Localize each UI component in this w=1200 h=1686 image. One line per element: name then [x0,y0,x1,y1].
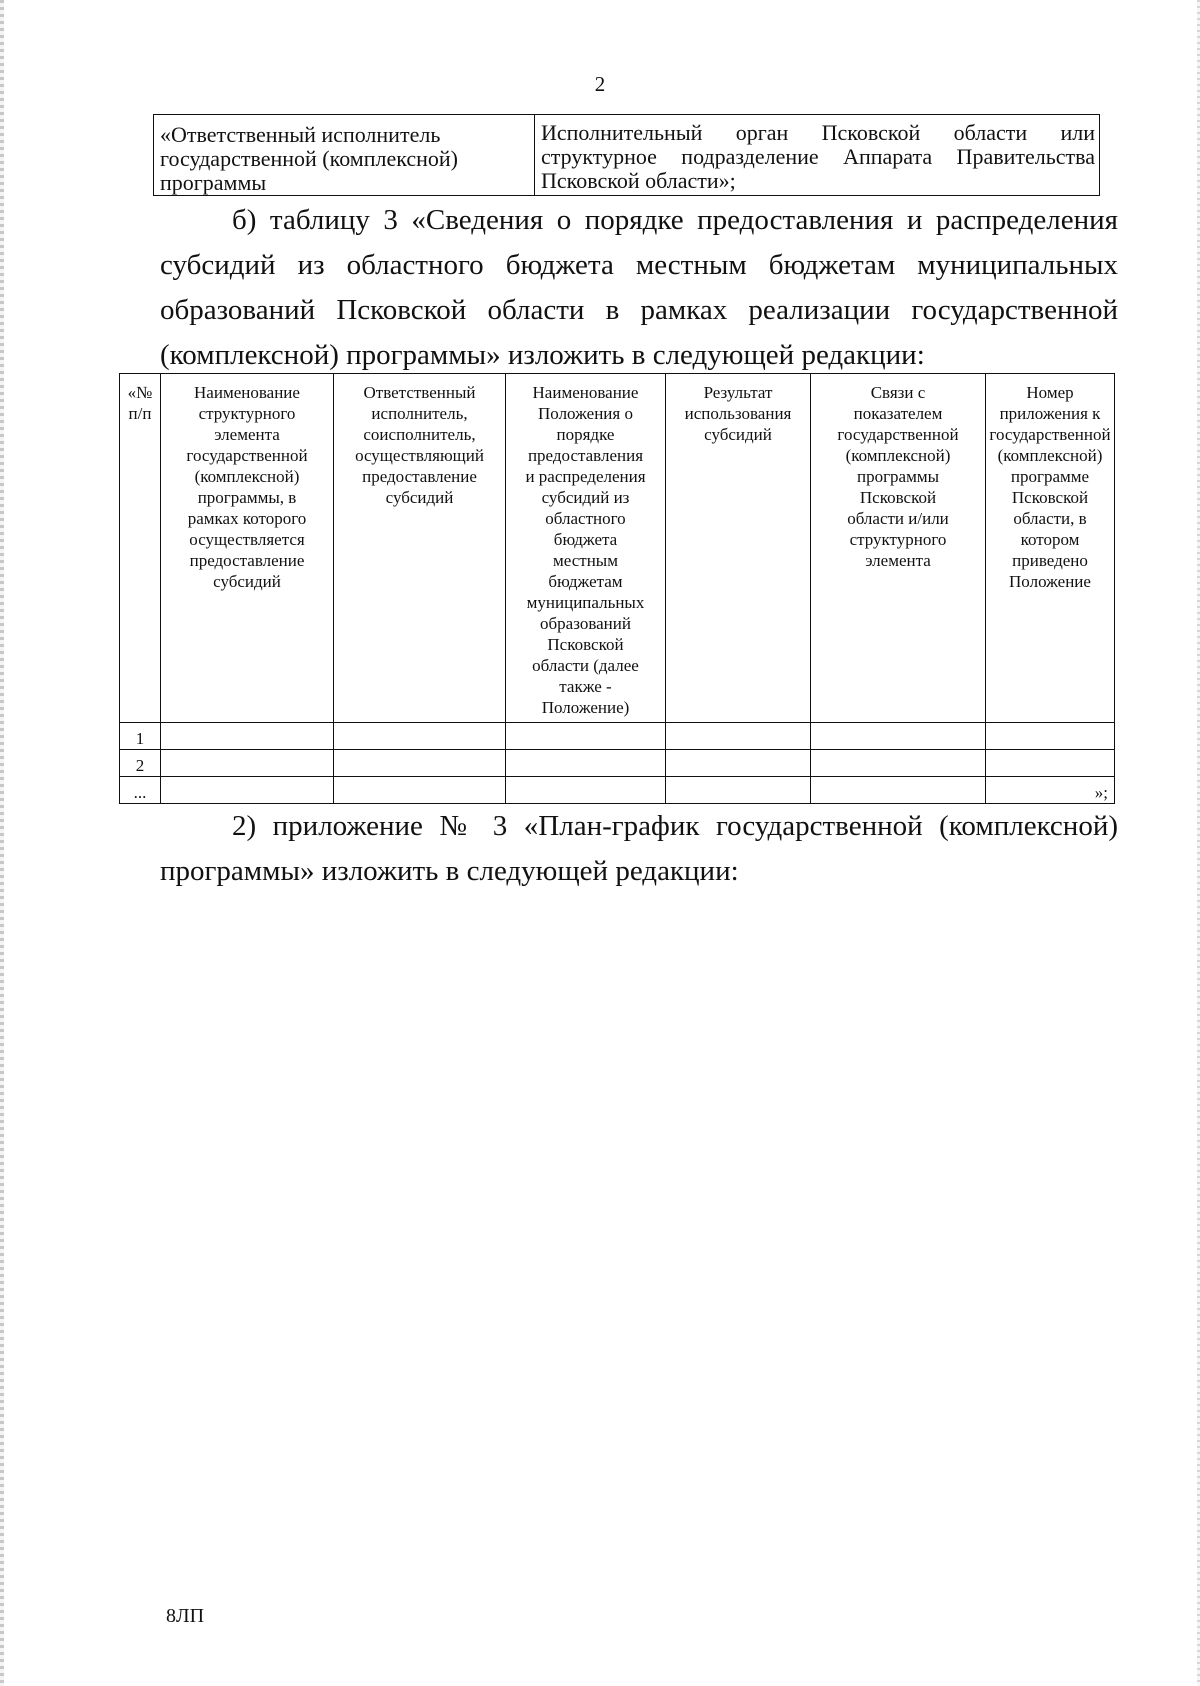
paragraph-line: б) таблицу 3 «Сведения о порядке предоставления и распределения [232,204,1118,236]
table-cell [506,750,666,777]
table-row [120,750,1115,777]
responsible-executor-value-cell: Исполнительный орган Псковской области или структурное подразделение Аппарата Правительства Псковской области»; [535,115,1100,196]
paragraph-line: образований Псковской области в рамках реализации государственной [160,294,1118,326]
responsible-executor-table [153,114,1100,196]
header-structural-element: Наименование структурного элемента государственной (комплексной) программы, в рамках которого осуществляется предоставление субсидий [161,374,334,723]
table-row [154,115,1100,196]
table-row [120,777,1115,804]
table-cell [334,723,506,750]
table-row [120,723,1115,750]
closing-quote-cell: »; [986,777,1115,804]
table-cell [811,750,986,777]
paragraph-line: 2) приложение № 3 «План-график государственной (комплексной) [232,810,1118,842]
paragraph-b [160,198,1118,378]
row-number-cell: 1 [120,723,161,750]
paragraph-line: программы» изложить в следующей редакции: [160,855,739,887]
label-line: программы [160,170,267,195]
table-cell [506,723,666,750]
table-header-row [120,374,1115,723]
header-number: «№ п/п [120,374,161,723]
table-cell [161,750,334,777]
header-appendix-number: Номер приложения к государственной (комплексной) программе Псковской области, в котором приведено Положение [986,374,1115,723]
label-line: государственной (комплексной) [160,146,458,171]
table-cell [986,723,1115,750]
table-cell [334,777,506,804]
table-cell [506,777,666,804]
responsible-executor-label-cell [154,115,535,196]
header-subsidy-result: Результат использования субсидий [666,374,811,723]
paragraph-line: субсидий из областного бюджета местным бюджетам муниципальных [160,249,1118,281]
label-line: «Ответственный исполнитель [160,122,441,147]
table-cell [666,750,811,777]
paragraph-2 [160,804,1118,894]
scan-edge-left [0,0,4,1686]
table-cell [666,777,811,804]
header-regulation-name: Наименование Положения о порядке предоставления и распределения субсидий из областного бюджета местным бюджетам муниципальных образований Псковской области (далее также - Положение) [506,374,666,723]
row-number-cell: 2 [120,750,161,777]
table-cell [811,777,986,804]
header-indicator-links: Связи с показателем государственной (комплексной) программы Псковской области и/или структурного элемента [811,374,986,723]
page-number: 2 [594,72,606,96]
table-cell [161,777,334,804]
header-responsible-executor: Ответственный исполнитель, соисполнитель, осуществляющий предоставление субсидий [334,374,506,723]
table-cell [161,723,334,750]
table-cell [811,723,986,750]
subsidies-table [119,373,1115,804]
row-number-cell: ... [120,777,161,804]
table-cell [334,750,506,777]
footer-code: 8ЛП [166,1605,205,1627]
table-cell [666,723,811,750]
paragraph-line: (комплексной) программы» изложить в следующей редакции: [160,339,925,371]
table-cell [986,750,1115,777]
